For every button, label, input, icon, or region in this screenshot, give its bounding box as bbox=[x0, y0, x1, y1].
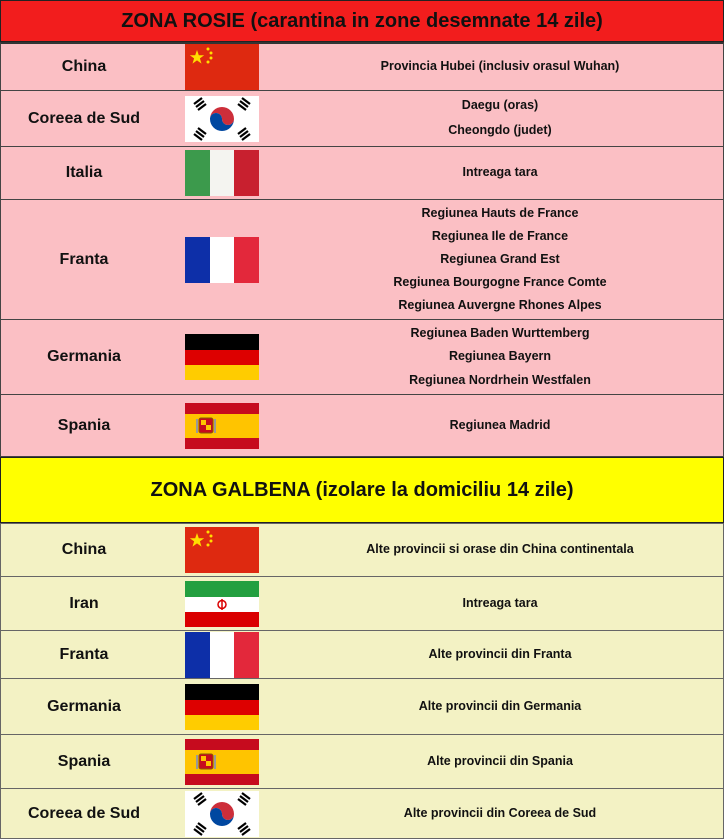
table-row bbox=[0, 147, 724, 200]
country-name: China bbox=[61, 58, 107, 75]
red-zone-title: ZONA ROSIE (carantina in zone desemnate 14 zile) bbox=[0, 0, 724, 42]
spain-flag-icon bbox=[167, 403, 277, 449]
region-label: Intreaga tara bbox=[462, 595, 538, 610]
table-row bbox=[0, 789, 724, 839]
regions-cell bbox=[277, 200, 723, 319]
region-label: Regiunea Madrid bbox=[449, 417, 551, 432]
south-korea-flag-icon bbox=[167, 96, 277, 142]
country-name: Italia bbox=[65, 164, 103, 181]
table-row bbox=[0, 577, 724, 631]
regions-cell bbox=[277, 735, 723, 788]
france-flag-icon bbox=[167, 632, 277, 678]
table-row bbox=[0, 735, 724, 789]
country-name: Franta bbox=[59, 645, 109, 663]
country-name: Iran bbox=[69, 594, 99, 612]
region-label: Regiunea Ile de France bbox=[431, 228, 569, 243]
france-flag-icon bbox=[167, 237, 277, 283]
table-row bbox=[0, 91, 724, 147]
region-label: Regiunea Auvergne Rhones Alpes bbox=[398, 297, 602, 312]
italy-flag-icon bbox=[167, 150, 277, 196]
country-name: Coreea de Sud bbox=[27, 804, 141, 822]
regions-cell bbox=[277, 44, 723, 90]
region-label: Regiunea Hauts de France bbox=[421, 205, 579, 220]
iran-flag-icon bbox=[167, 581, 277, 627]
country-name: Spania bbox=[57, 416, 111, 434]
regions-cell bbox=[277, 91, 723, 146]
regions-cell bbox=[277, 631, 723, 678]
country-name: Coreea de Sud bbox=[27, 109, 141, 127]
regions-cell bbox=[277, 577, 723, 630]
region-label: Provincia Hubei (inclusiv orasul Wuhan) bbox=[380, 59, 620, 74]
table-row bbox=[0, 395, 724, 457]
regions-cell bbox=[277, 320, 723, 394]
table-row bbox=[0, 320, 724, 395]
regions-cell bbox=[277, 147, 723, 199]
south-korea-flag-icon bbox=[167, 791, 277, 837]
region-label: Alte provincii si orase din China continentala bbox=[366, 542, 634, 557]
spain-flag-icon bbox=[167, 739, 277, 785]
country-name: Spania bbox=[57, 752, 111, 770]
region-label: Daegu (oras) bbox=[461, 97, 539, 112]
china-flag-icon bbox=[167, 44, 277, 90]
table-row bbox=[0, 42, 724, 91]
regions-cell bbox=[277, 679, 723, 734]
regions-cell bbox=[277, 789, 723, 838]
country-name: China bbox=[61, 541, 107, 558]
region-label: Regiunea Baden Wurttemberg bbox=[410, 325, 590, 340]
table-row bbox=[0, 631, 724, 679]
country-name: Germania bbox=[47, 697, 121, 715]
region-label: Alte provincii din Spania bbox=[427, 753, 573, 768]
region-label: Regiunea Nordrhein Westfalen bbox=[409, 372, 591, 387]
region-label: Intreaga tara bbox=[462, 165, 538, 180]
regions-cell bbox=[277, 524, 723, 576]
region-label: Alte provincii din Franta bbox=[428, 646, 572, 661]
table-row bbox=[0, 200, 724, 320]
yellow-zone-title: ZONA GALBENA (izolare la domiciliu 14 zile) bbox=[0, 457, 724, 523]
country-name: Germania bbox=[47, 348, 121, 365]
china-flag-icon bbox=[167, 527, 277, 573]
germany-flag-icon bbox=[167, 334, 277, 380]
region-label: Regiunea Grand Est bbox=[440, 251, 560, 266]
table-row bbox=[0, 523, 724, 577]
table-row bbox=[0, 679, 724, 735]
region-label: Cheongdo (judet) bbox=[448, 123, 552, 138]
region-label: Regiunea Bayern bbox=[448, 349, 552, 364]
region-label: Alte provincii din Coreea de Sud bbox=[403, 805, 597, 820]
regions-cell bbox=[277, 395, 723, 456]
region-label: Alte provincii din Germania bbox=[418, 698, 582, 713]
country-name: Franta bbox=[59, 250, 109, 268]
germany-flag-icon bbox=[167, 684, 277, 730]
region-label: Regiunea Bourgogne France Comte bbox=[393, 274, 607, 289]
